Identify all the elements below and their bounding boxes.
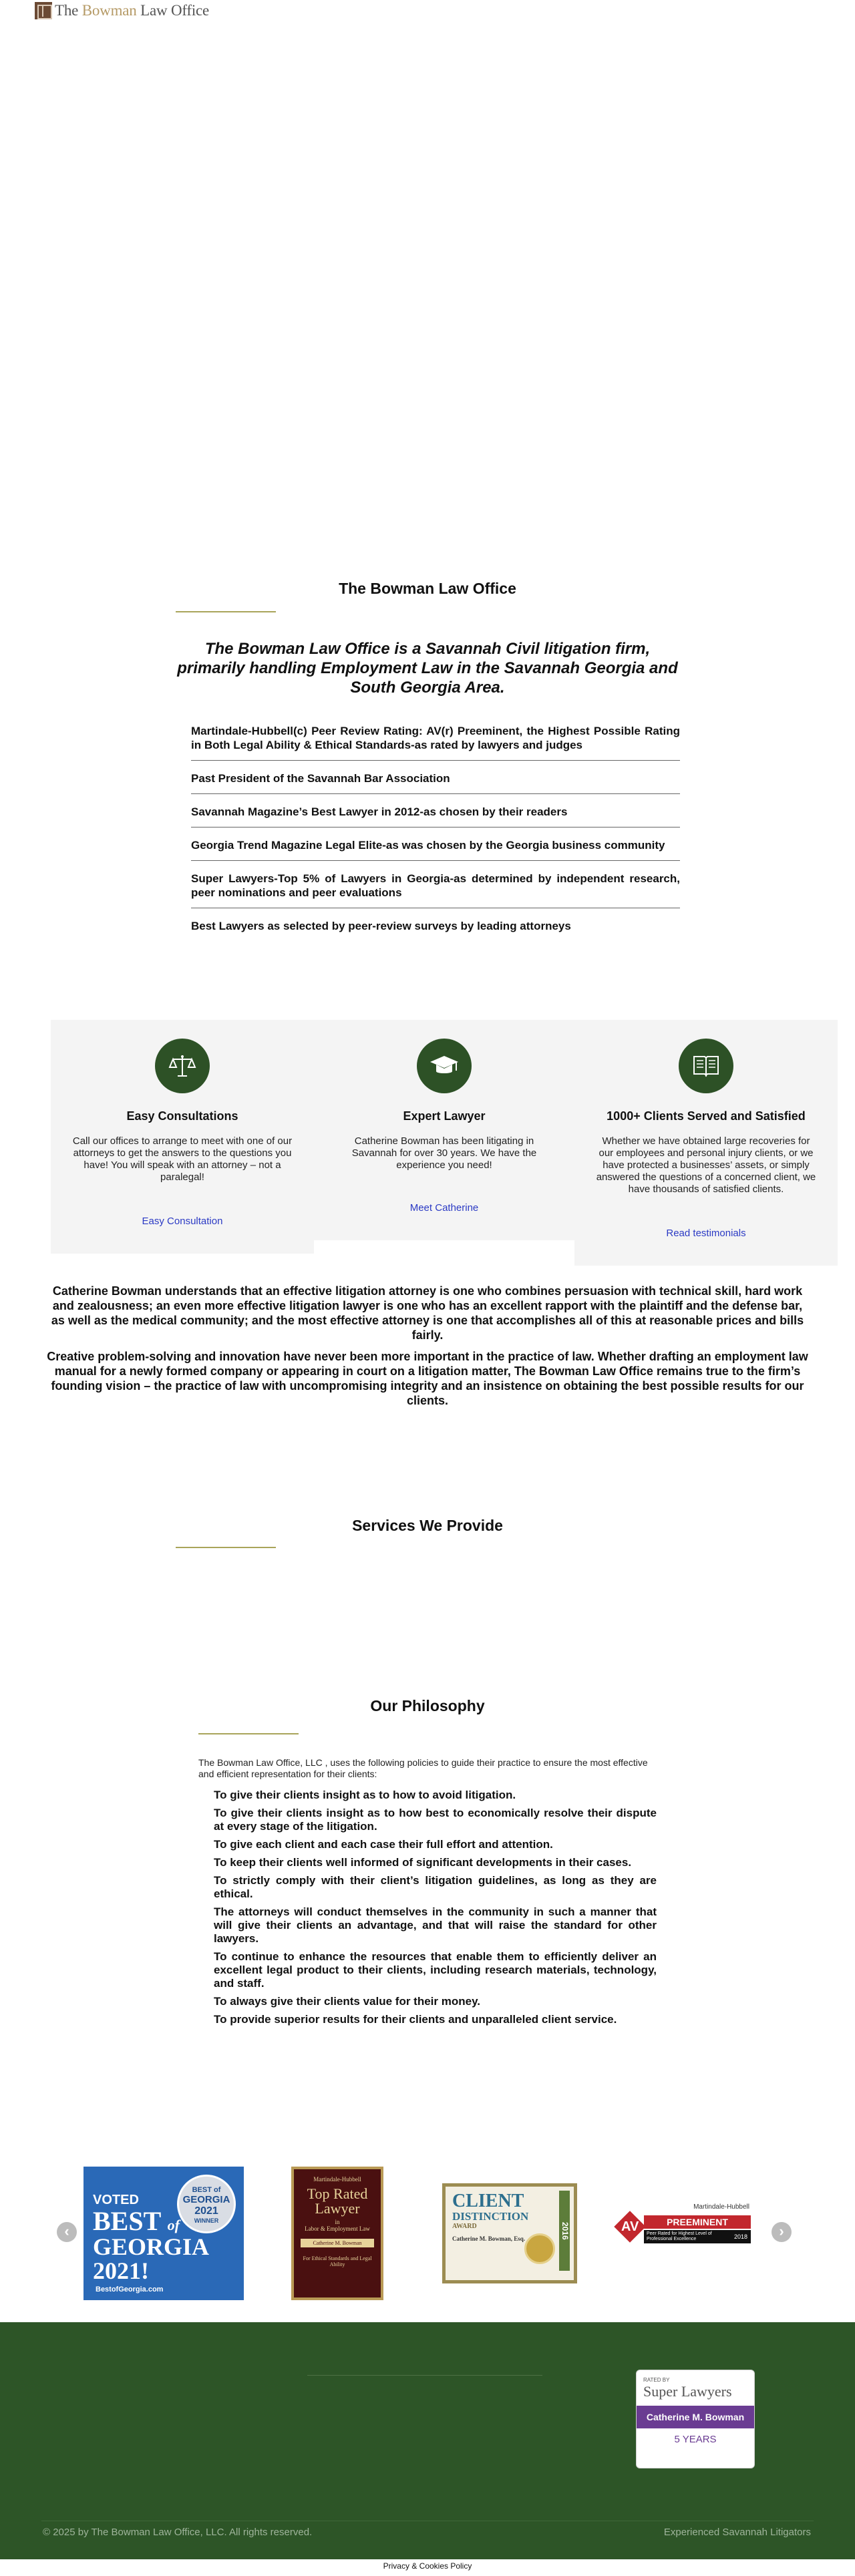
site-text: BestofGeorgia.com <box>96 2285 164 2293</box>
client-distinction-badge[interactable]: CLIENT DISTINCTION AWARD Catherine M. Bowman, Esq. 2016 <box>442 2183 577 2283</box>
av-preeminent-badge[interactable]: Martindale-Hubbell AV PREEMINENT Peer Rated for Highest Level of Professional Excellence 2018 <box>616 2203 752 2259</box>
distinction-text: DISTINCTION <box>452 2210 529 2223</box>
philosophy-item: To continue to enhance the resources that enable them to efficiently deliver an excellent legal product to their clients, including research materials, technology, and staff. <box>214 1950 657 1990</box>
footer-tagline: Experienced Savannah Litigators <box>663 2527 811 2538</box>
meet-catherine-link[interactable]: Meet Catherine <box>409 1202 479 1214</box>
best-text: BEST of <box>93 2206 180 2236</box>
credential-item: Best Lawyers as selected by peer-review surveys by leading attorneys <box>191 920 571 932</box>
book-icon <box>679 1039 733 1093</box>
preeminent-text: PREEMINENT <box>644 2215 751 2229</box>
ribbon-seal-icon: BEST of GEORGIA 2021 WINNER <box>177 2175 236 2233</box>
graduation-cap-icon <box>417 1039 472 1093</box>
best-of-georgia-badge[interactable] <box>83 2167 244 2300</box>
top-rated-text: Top Rated <box>307 2185 368 2202</box>
philosophy-title: Our Philosophy <box>370 1697 485 1714</box>
credential-item: Savannah Magazine’s Best Lawyer in 2012-as chosen by their readers <box>191 801 680 827</box>
about-paragraph-1: Catherine Bowman understands that an effective litigation attorney is one who combines persuasion with technical skill, hard work and zealousness; an even more effective litigation lawyer is one who has an excellent rapport with the plaintiff and the defense bar, as well as the medical community; and the most effective attorney is one that accomplishes all of this at reasonable prices and bills fairly. <box>51 1284 804 1342</box>
feature-text: Call our offices to arrange to meet with one of our attorneys to get the answers to the questions you have! You will speak with an attorney – not a paralegal! <box>72 1135 293 1183</box>
top-rated-lawyer-badge[interactable]: Martindale-Hubbell Top Rated Lawyer in Labor & Employment Law Catherine M. Bowman For Ethical Standards and Legal Ability <box>291 2167 383 2300</box>
carousel-next-button[interactable]: › <box>772 2222 792 2242</box>
philosophy-item: To strictly comply with their client’s litigation guidelines, as long as they are ethical. <box>214 1874 657 1900</box>
voted-text: VOTED <box>93 2193 139 2207</box>
gold-seal-icon <box>524 2233 555 2264</box>
year-text: 2021! <box>93 2257 149 2284</box>
site-logo[interactable] <box>35 2 209 19</box>
philosophy-item: To keep their clients well informed of significant developments in their cases. <box>214 1856 632 1869</box>
philosophy-item: To give their clients insight as to how best to economically resolve their dispute at every stage of the litigation. <box>214 1807 657 1833</box>
feature-clients-served <box>574 1020 838 1266</box>
philosophy-item: To give each client and each case their full effort and attention. <box>214 1838 553 1851</box>
philosophy-item: To always give their clients value for their money. <box>214 1995 480 2008</box>
credential-item: Super Lawyers-Top 5% of Lawyers in Georgia-as determined by independent research, peer nominations and peer evaluations <box>191 868 680 908</box>
badge-years-text: 5 YEARS <box>674 2434 717 2445</box>
philosophy-item: The attorneys will conduct themselves in the community in such a manner that will give their clients an advantage, and that will raise the standard for other lawyers. <box>214 1905 657 1945</box>
site-header <box>0 0 855 23</box>
awards-carousel <box>0 2161 855 2308</box>
privacy-policy-link[interactable]: Privacy & Cookies Policy <box>383 2561 472 2571</box>
credential-item: Past President of the Savannah Bar Association <box>191 767 680 794</box>
about-paragraph-2: Creative problem-solving and innovation have never been more important in the practice of law. Whether drafting an employment law manual for a newly formed company or appearing in court on a litigation matter, The Bowman Law Office remains true to the firm’s founding vision – the practice of law with uncompromising integrity and an insistence on obtaining the best possible results for our clients. <box>47 1350 808 1407</box>
feature-expert-lawyer <box>313 1020 576 1240</box>
services-title: Services We Provide <box>352 1517 503 1534</box>
easy-consultation-link[interactable]: Easy Consultation <box>142 1216 223 1227</box>
georgia-text: GEORGIA <box>93 2233 210 2260</box>
philosophy-rule <box>198 1733 299 1734</box>
features-section <box>51 1020 838 1266</box>
carousel-prev-button[interactable]: ‹ <box>57 2222 77 2242</box>
super-lawyers-badge[interactable] <box>636 2370 755 2468</box>
lawyer-text: Lawyer <box>315 2200 360 2217</box>
philosophy-item: To provide superior results for their clients and unparalleled client service. <box>214 2013 617 2026</box>
badge-brand-text: Super Lawyers <box>643 2383 732 2400</box>
feature-text: Catherine Bowman has been litigating in Savannah for over 30 years. We have the experience you need! <box>351 1135 537 1171</box>
feature-title: Easy Consultations <box>126 1109 238 1123</box>
credential-item: Georgia Trend Magazine Legal Elite-as was chosen by the Georgia business community <box>191 834 680 861</box>
footer-line <box>307 2375 542 2376</box>
logo-text: The Bowman Law Office <box>55 2 210 19</box>
philosophy-intro: The Bowman Law Office, LLC , uses the following policies to guide their practice to ensure the most effective and efficient representation for their clients: <box>198 1757 648 1779</box>
read-testimonials-link[interactable]: Read testimonials <box>666 1228 746 1239</box>
feature-title: 1000+ Clients Served and Satisfied <box>607 1109 806 1123</box>
credentials-list <box>191 720 680 948</box>
philosophy-item: To give their clients insight as to how to avoid litigation. <box>214 1789 516 1801</box>
logo-mark-icon <box>35 2 52 19</box>
site-footer <box>0 2322 855 2559</box>
av-text: AV <box>621 2219 639 2234</box>
feature-text: Whether we have obtained large recoveries for our employees and personal injury clients, or we have protected a businesses’ assets, or simply answered the questions of a concerned client, we have thousands of satisfied clients. <box>596 1135 816 1195</box>
year-strip: 2016 <box>559 2191 570 2271</box>
mh-text: Martindale-Hubbell <box>313 2176 361 2183</box>
feature-title: Expert Lawyer <box>403 1109 486 1123</box>
scales-icon <box>155 1039 210 1093</box>
badge-rated-text: RATED BY <box>643 2377 670 2383</box>
copyright-text: © 2025 by The Bowman Law Office, LLC. All rights reserved. <box>43 2527 313 2538</box>
intro-rule <box>176 611 276 612</box>
feature-easy-consultations <box>51 1020 314 1254</box>
intro-title: The Bowman Law Office <box>339 580 516 597</box>
about-section <box>47 1284 808 1415</box>
firm-tagline: The Bowman Law Office is a Savannah Civil litigation firm, primarily handling Employment Law in the Savannah Georgia and South Georgia Area. <box>177 640 678 697</box>
badge-name-text: Catherine M. Bowman <box>637 2406 754 2428</box>
client-text: CLIENT <box>452 2191 524 2211</box>
philosophy-list <box>214 1789 657 2031</box>
credential-item: Martindale-Hubbell(c) Peer Review Rating: AV(r) Preeminent, the Highest Possible Rating in Both Legal Ability & Ethical Standards-as rated by lawyers and judges <box>191 720 680 761</box>
services-rule <box>176 1547 276 1548</box>
mh-text: Martindale-Hubbell <box>693 2203 749 2211</box>
